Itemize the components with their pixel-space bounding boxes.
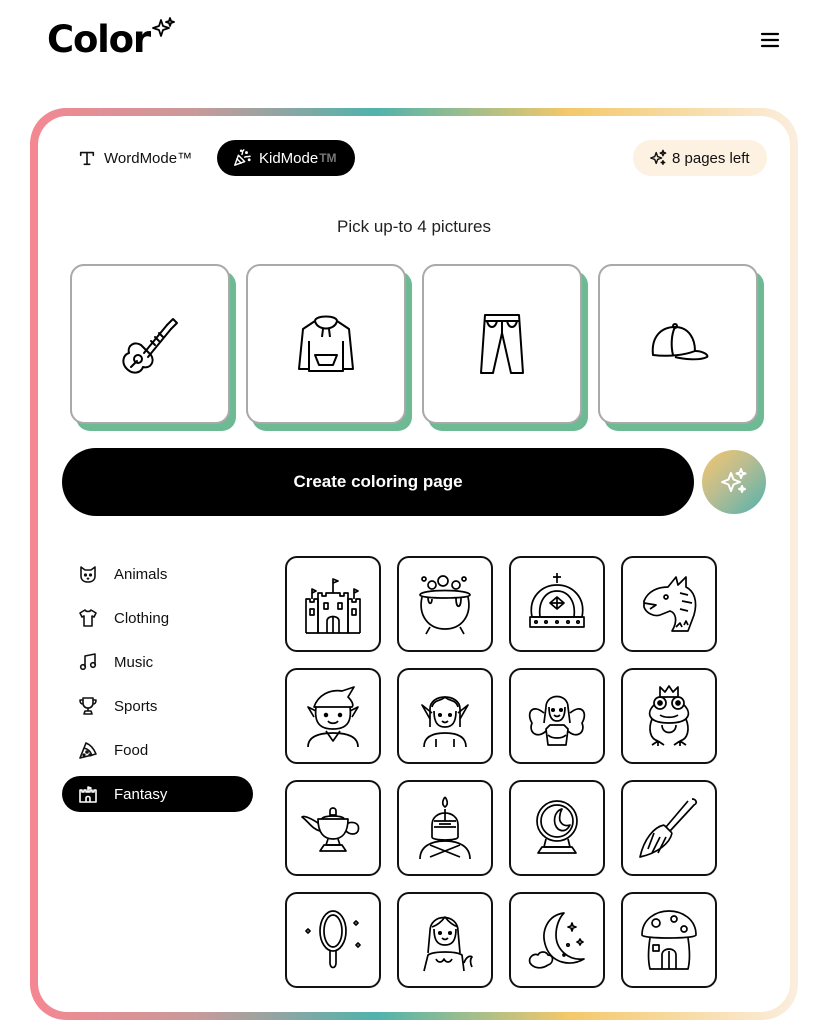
kidmode-tab[interactable]	[217, 140, 355, 176]
picture-frog-prince[interactable]	[621, 668, 717, 764]
main-card-frame	[30, 108, 798, 1020]
category-label: Food	[114, 741, 149, 759]
logo[interactable]	[47, 18, 175, 62]
picture-broom[interactable]	[621, 780, 717, 876]
kidmode-tm: TM	[319, 151, 337, 165]
picture-magic-lamp[interactable]	[285, 780, 381, 876]
castle-icon	[78, 784, 98, 804]
picture-cauldron[interactable]	[397, 556, 493, 652]
crown-icon	[524, 571, 590, 637]
picture-castle[interactable]	[285, 556, 381, 652]
music-note-icon	[78, 652, 98, 672]
category-sports[interactable]	[62, 688, 253, 724]
category-label: Sports	[114, 697, 158, 715]
castle-icon	[300, 571, 366, 637]
category-music[interactable]	[62, 644, 253, 680]
pizza-icon	[78, 740, 98, 760]
category-label: Fantasy	[114, 785, 168, 803]
category-label: Animals	[114, 565, 168, 583]
category-animals[interactable]	[62, 556, 253, 592]
hoodie-icon	[291, 309, 361, 379]
create-coloring-page-button[interactable]: Create coloring page	[62, 448, 694, 516]
picked-slot-guitar[interactable]	[70, 264, 230, 424]
magic-lamp-icon	[300, 795, 366, 861]
cauldron-icon	[412, 571, 478, 637]
mushroom-house-icon	[636, 907, 702, 973]
hamburger-menu-icon	[756, 27, 784, 53]
crystal-ball-icon	[524, 795, 590, 861]
elf-icon	[300, 683, 366, 749]
picture-dragon[interactable]	[621, 556, 717, 652]
sparkles-icon	[649, 149, 667, 167]
picture-moon-night[interactable]	[509, 892, 605, 988]
picked-slot-pants[interactable]	[422, 264, 582, 424]
magic-mirror-icon	[300, 907, 366, 973]
knight-icon	[412, 795, 478, 861]
picture-mushroom-house[interactable]	[621, 892, 717, 988]
guitar-icon	[115, 309, 185, 379]
sparkles-icon	[151, 17, 175, 41]
picked-slot-hoodie[interactable]	[246, 264, 406, 424]
party-popper-icon	[233, 149, 251, 167]
category-label: Music	[114, 653, 154, 671]
category-food[interactable]	[62, 732, 253, 768]
fairy-icon	[524, 683, 590, 749]
picture-mermaid[interactable]	[397, 892, 493, 988]
wordmode-tab[interactable]	[70, 140, 220, 176]
picked-slot-cap[interactable]	[598, 264, 758, 424]
logo-text: Color	[47, 18, 150, 61]
broom-icon	[636, 795, 702, 861]
picture-magic-mirror[interactable]	[285, 892, 381, 988]
picture-fairy[interactable]	[509, 668, 605, 764]
shirt-icon	[78, 608, 98, 628]
picture-crown[interactable]	[509, 556, 605, 652]
frog-prince-icon	[636, 683, 702, 749]
picture-elf-girl[interactable]	[397, 668, 493, 764]
elf-girl-icon	[412, 683, 478, 749]
picture-crystal-ball[interactable]	[509, 780, 605, 876]
wordmode-label: WordMode™	[104, 149, 193, 167]
text-icon	[78, 149, 96, 167]
category-fantasy[interactable]	[62, 776, 253, 812]
instructions-text: Pick up-to 4 pictures	[336, 217, 491, 236]
cat-icon	[78, 564, 98, 584]
trophy-icon	[78, 696, 98, 716]
dragon-icon	[636, 571, 702, 637]
mermaid-icon	[412, 907, 478, 973]
category-label: Clothing	[114, 609, 170, 627]
magic-button[interactable]	[702, 450, 766, 514]
moon-night-icon	[524, 907, 590, 973]
pants-icon	[467, 309, 537, 379]
cap-icon	[643, 309, 713, 379]
category-clothing[interactable]	[62, 600, 253, 636]
sparkles-icon	[719, 467, 749, 497]
picture-knight[interactable]	[397, 780, 493, 876]
pages-left-badge	[633, 140, 767, 176]
main-card	[38, 116, 790, 1012]
menu-button[interactable]	[756, 27, 784, 53]
picture-elf[interactable]	[285, 668, 381, 764]
kidmode-label: KidMode	[259, 149, 319, 167]
pages-left-label: 8 pages left	[672, 149, 750, 167]
